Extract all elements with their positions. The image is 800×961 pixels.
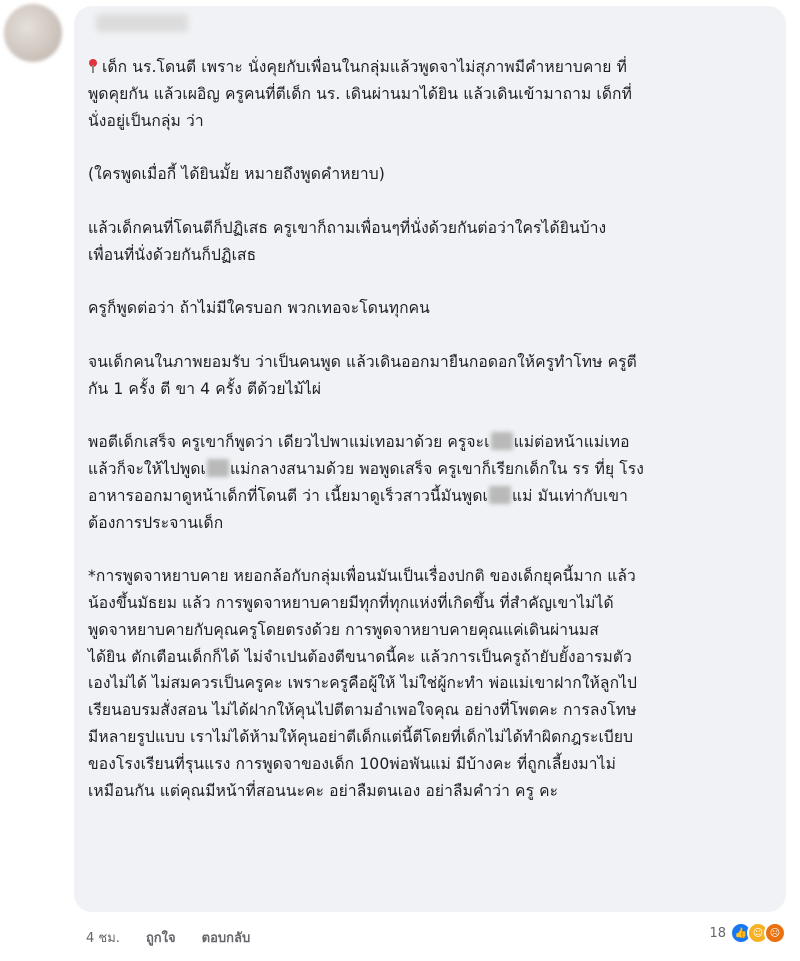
comment-line: [88, 295, 772, 322]
comment-text-segment: แล้วเด็กคนที่โดนตีก็ปฏิเสธ ครูเขาก็ถามเพื่อนๆที่นั่งด้วยกันต่อว่าใครได้ยินบ้าง: [88, 218, 607, 237]
comment-line: [88, 644, 772, 671]
comment-text-segment: พอตีเด็กเสร็จ ครูเขาก็พูดว่า เดียวไปพาแม่เทอมาด้วย ครูจะเ: [88, 433, 490, 452]
comment-text-segment: จนเด็กคนในภาพยอมรับ ว่าเป็นคนพูด แล้วเดินออกมายืนกอดอกให้ครูทำโทษ ครูตี: [88, 352, 637, 371]
comment-text-segment: พูดคุยกัน แล้วเผอิญ ครูคนที่ตีเด็ก นร. เดินผ่านมาได้ยิน แล้วเดินเข้ามาถาม เด็กที่: [88, 84, 632, 103]
reply-button[interactable]: ตอบกลับ: [201, 931, 251, 946]
comment-line: [88, 697, 772, 724]
comment-text-segment: เองไม่ได้ ไม่สมควรเป็นครูคะ เพราะครูคือผู้ให้ ไม่ใช่ผู้กะทำ พ่อแม่เขาฝากให้ลูกไป: [88, 674, 638, 693]
comment-line: [88, 724, 772, 751]
comment-line: [88, 376, 772, 403]
comment-text-segment: แม่ต่อหน้าแม่เทอ: [513, 433, 630, 452]
paragraph-gap: [88, 536, 772, 563]
comment-text-segment: แม่ มันเท่ากับเขา: [511, 486, 628, 505]
comment-line: [88, 751, 772, 778]
comment-text-segment: ของโรงเรียนที่รุนแรง การพูดจาของเด็ก 100พ่อพันแม่ มีบ้างคะ ที่ถูกเลี้ยงมาไม่: [88, 754, 616, 773]
comment-bubble: [74, 6, 786, 912]
blurred-word: [491, 432, 513, 450]
comment-text-segment: *การพูดจาหยาบคาย หยอกล้อกับกลุ่มเพื่อนมันเป็นเรื่องปกติ ของเด็กยุคนี้มาก แล้ว: [88, 567, 636, 586]
paragraph-gap: [88, 134, 772, 161]
comment-line: [88, 456, 772, 483]
angry-icon: ☹: [764, 922, 786, 944]
comment-line: [88, 429, 772, 456]
care-icon: ☺: [747, 922, 769, 944]
comment-line: [88, 161, 772, 188]
reaction-count: 18: [709, 925, 726, 941]
like-button[interactable]: ถูกใจ: [145, 931, 176, 946]
paragraph-gap: [88, 188, 772, 215]
paragraph-gap: [88, 322, 772, 349]
comment-text-segment: พูดจาหยาบคายกับคุณครูโดยตรงด้วย การพูดจาหยาบคายคุณแค่เดินผ่านมส: [88, 620, 599, 639]
comment-text-segment: แล้วก็จะให้ไปพูดเ: [88, 459, 206, 478]
comment-text-segment: ต้องการประจานเด็ก: [88, 513, 224, 532]
like-icon: 👍: [730, 922, 752, 944]
pin-icon: [88, 59, 98, 73]
comment-text-segment: เรียนอบรมสั่งสอน ไม่ได้ฝากให้คุนไปตีตามอำเพอใจคุณ อย่างที่โพตคะ การลงโทษ: [88, 701, 637, 720]
comment-text-segment: กัน 1 ครั้ง ตี ขา 4 ครั้ง ตีด้วยไม้ไผ่: [88, 379, 322, 398]
comment-line: [88, 510, 772, 537]
comment-line: [88, 590, 772, 617]
comment-line: [88, 242, 772, 269]
avatar[interactable]: [4, 4, 62, 62]
timestamp[interactable]: 4 ชม.: [86, 931, 120, 946]
comment-line: [88, 215, 772, 242]
blurred-word: [489, 486, 511, 504]
author-name-blurred[interactable]: [96, 14, 188, 32]
comment-line: [88, 778, 772, 805]
comment-text-segment: ได้ยิน ตักเตือนเด็กก็ได้ ไม่จำเปนต้องตีขนาดนี้คะ แล้วการเป็นครูถ้ายับยั้งอารมตัว: [88, 647, 632, 666]
paragraph-gap: [88, 402, 772, 429]
comment-line: [88, 108, 772, 135]
comment-line: [88, 81, 772, 108]
paragraph-gap: [88, 268, 772, 295]
blurred-word: [207, 459, 229, 477]
comment-text-segment: อาหารออกมาดูหน้าเด็กที่โดนตี ว่า เนี้ยมาดูเร็วสาวนี้มันพูดเ: [88, 486, 488, 505]
comment-text-segment: เพื่อนที่นั่งด้วยกันก็ปฏิเสธ: [88, 245, 257, 264]
comment-line: [88, 483, 772, 510]
comment-actions: [86, 927, 250, 948]
reactions-summary[interactable]: [709, 922, 786, 944]
comment-line: [88, 563, 772, 590]
comment-line: [88, 617, 772, 644]
comment-text-segment: เหมือนกัน แต่คุณมีหน้าที่สอนนะคะ อย่าลืมตนเอง อย่าลืมคำว่า ครู คะ: [88, 781, 559, 800]
comment-text-segment: (ใครพูดเมื่อกี้ ได้ยินมั้ย หมายถึงพูดคำหยาบ): [88, 165, 385, 184]
comment-line: [88, 349, 772, 376]
comment-text-segment: เด็ก นร.โดนตี เพราะ นั่งคุยกับเพื่อนในกลุ่มแล้วพูดจาไม่สุภาพมีคำหยาบคาย ที่: [102, 58, 627, 76]
comment-text-segment: แม่กลางสนามด้วย พอพูดเสร็จ ครูเขาก็เรียกเด็กใน รร ที่ยุ โรง: [230, 459, 644, 478]
comment-line: [88, 670, 772, 697]
comment-text-segment: มีหลายรูปแบบ เราไม่ได้ห้ามให้คุนอย่าตีเด็กแต่นี้ตีโดยที่เด็กไม่ได้ทำผิดกฎระเบียบ: [88, 727, 634, 746]
comment-text-segment: ครูก็พูดต่อว่า ถ้าไม่มีใครบอก พวกเทอจะโดนทุกคน: [88, 299, 430, 318]
comment-line: [88, 54, 772, 81]
comment-text-segment: นั่งอยู่เป็นกลุ่ม ว่า: [88, 111, 204, 130]
comment-text: [88, 54, 772, 804]
comment-text-segment: น้องขึ้นมัธยม แล้ว การพูดจาหยาบคายมีทุกที่ทุกแห่งที่เกิดขึ้น ที่สำคัญเขาไม่ได้: [88, 593, 614, 612]
